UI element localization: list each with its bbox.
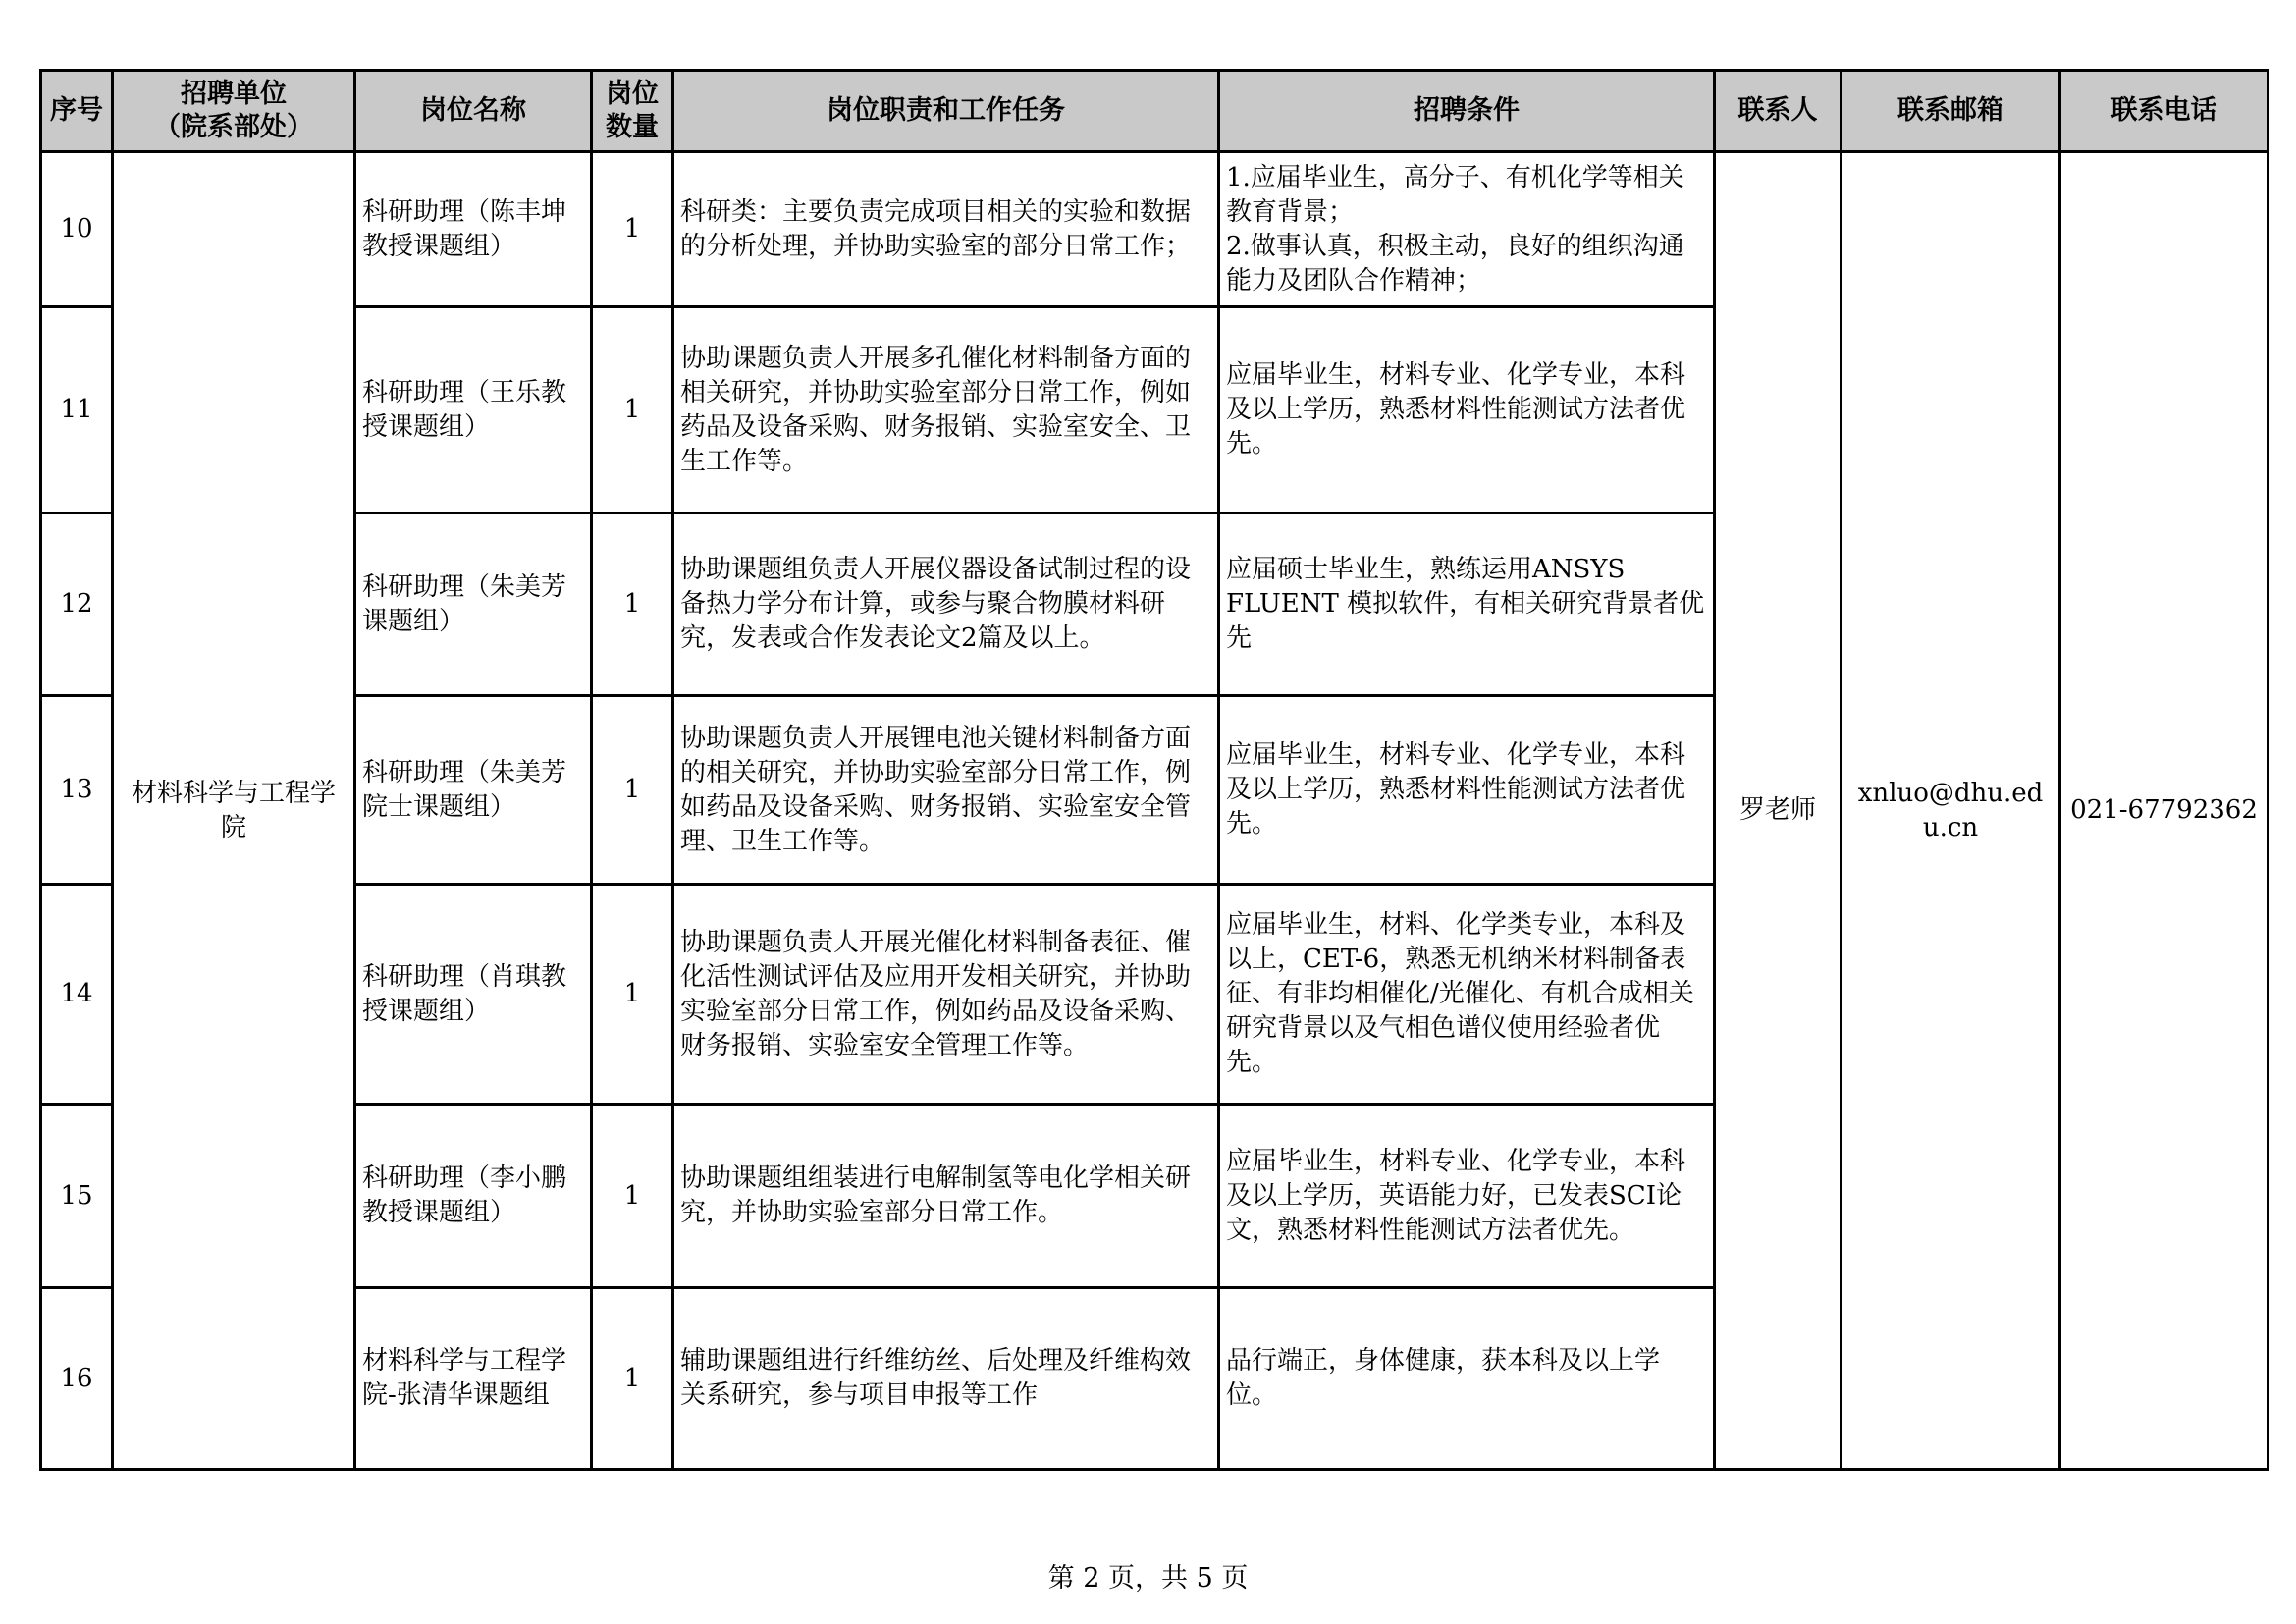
requirement-line: 2.做事认真，积极主动，良好的组织沟通能力及团队合作精神； [1226,231,1684,296]
row-count: 1 [592,1105,673,1288]
unit-cell: 材料科学与工程学院 [113,152,355,1470]
row-duties: 科研类：主要负责完成项目相关的实验和数据的分析处理，并协助实验室的部分日常工作； [673,152,1219,307]
row-duties: 协助课题负责人开展锂电池关键材料制备方面的相关研究，并协助实验室部分日常工作，例如药品及设备采购、财务报销、实验室安全管理、卫生工作等。 [673,696,1219,885]
row-seq: 11 [41,307,113,514]
header-unit [113,71,355,152]
row-requirements [1219,152,1715,307]
table-header-row [41,71,2269,152]
row-requirements: 应届毕业生，材料、化学类专业，本科及以上，CET-6，熟悉无机纳米材料制备表征、有非均相催化/光催化、有机合成相关研究背景以及气相色谱仪使用经验者优先。 [1219,885,1715,1105]
row-count: 1 [592,885,673,1105]
email-cell: xnluo@dhu.edu.cn [1842,152,2060,1470]
contact-cell: 罗老师 [1715,152,1842,1470]
row-requirements: 应届硕士毕业生，熟练运用ANSYS FLUENT 模拟软件，有相关研究背景者优先 [1219,514,1715,696]
row-count: 1 [592,307,673,514]
row-count: 1 [592,696,673,885]
row-duties: 协助课题负责人开展多孔催化材料制备方面的相关研究，并协助实验室部分日常工作，例如药品及设备采购、财务报销、实验室安全、卫生工作等。 [673,307,1219,514]
row-position: 科研助理（肖琪教授课题组） [355,885,592,1105]
row-duties: 辅助课题组进行纤维纺丝、后处理及纤维构效关系研究，参与项目申报等工作 [673,1288,1219,1470]
row-seq: 14 [41,885,113,1105]
row-position: 科研助理（王乐教授课题组） [355,307,592,514]
header-unit-line1: 招聘单位 [181,79,287,109]
row-seq: 15 [41,1105,113,1288]
header-requirements: 招聘条件 [1219,71,1715,152]
row-requirements: 应届毕业生，材料专业、化学专业，本科及以上学历，熟悉材料性能测试方法者优先。 [1219,307,1715,514]
recruitment-table [39,69,2269,1471]
row-position: 科研助理（朱美芳院士课题组） [355,696,592,885]
phone-cell: 021-67792362 [2060,152,2269,1470]
row-position: 科研助理（陈丰坤教授课题组） [355,152,592,307]
row-seq: 13 [41,696,113,885]
row-position: 科研助理（朱美芳课题组） [355,514,592,696]
page-footer: 第 2 页，共 5 页 [1047,1563,1249,1594]
row-position: 科研助理（李小鹏教授课题组） [355,1105,592,1288]
header-contact: 联系人 [1715,71,1842,152]
header-count-line2: 数量 [606,112,659,142]
requirement-line: 1.应届毕业生，高分子、有机化学等相关教育背景； [1226,162,1684,227]
header-unit-line2: （院系部处） [154,112,313,142]
header-phone: 联系电话 [2060,71,2269,152]
row-position: 材料科学与工程学院-张清华课题组 [355,1288,592,1470]
header-duties: 岗位职责和工作任务 [673,71,1219,152]
table-row [41,152,2269,307]
row-duties: 协助课题组负责人开展仪器设备试制过程的设备热力学分布计算，或参与聚合物膜材料研究，发表或合作发表论文2篇及以上。 [673,514,1219,696]
row-requirements: 应届毕业生，材料专业、化学专业，本科及以上学历，英语能力好，已发表SCI论文，熟悉材料性能测试方法者优先。 [1219,1105,1715,1288]
header-count [592,71,673,152]
row-seq: 16 [41,1288,113,1470]
header-seq: 序号 [41,71,113,152]
row-seq: 12 [41,514,113,696]
row-requirements: 品行端正，身体健康，获本科及以上学位。 [1219,1288,1715,1470]
header-count-line1: 岗位 [606,79,659,109]
row-count: 1 [592,514,673,696]
row-count: 1 [592,152,673,307]
row-seq: 10 [41,152,113,307]
header-position: 岗位名称 [355,71,592,152]
row-requirements: 应届毕业生，材料专业、化学专业，本科及以上学历，熟悉材料性能测试方法者优先。 [1219,696,1715,885]
row-duties: 协助课题组组装进行电解制氢等电化学相关研究，并协助实验室部分日常工作。 [673,1105,1219,1288]
row-duties: 协助课题负责人开展光催化材料制备表征、催化活性测试评估及应用开发相关研究，并协助实验室部分日常工作，例如药品及设备采购、财务报销、实验室安全管理工作等。 [673,885,1219,1105]
header-email: 联系邮箱 [1842,71,2060,152]
row-count: 1 [592,1288,673,1470]
